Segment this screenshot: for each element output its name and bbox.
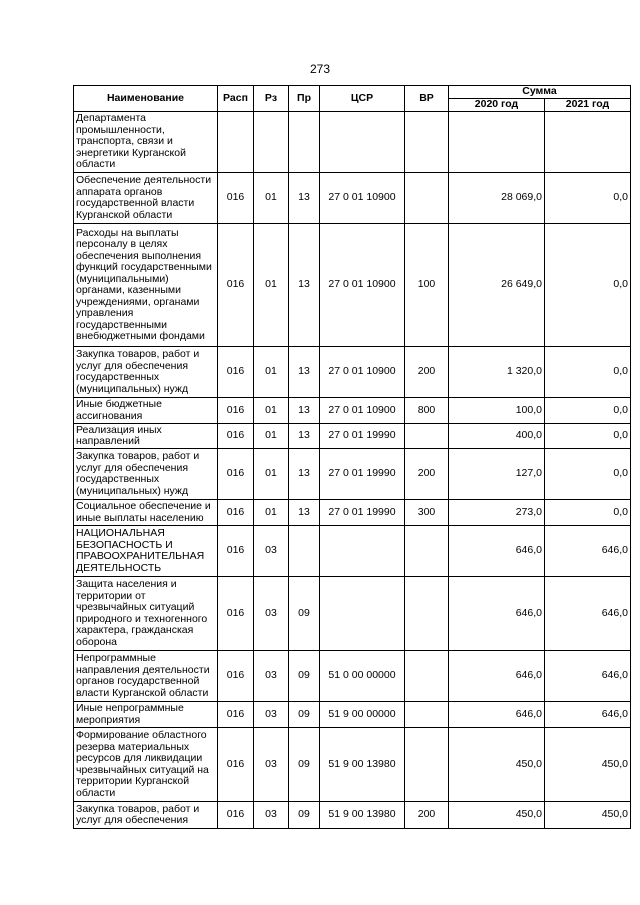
row-csr: 27 0 01 10900 — [320, 347, 405, 398]
row-csr: 51 0 00 00000 — [320, 651, 405, 702]
table-row — [74, 500, 631, 526]
row-rz: 03 — [254, 702, 289, 728]
row-rz: 03 — [254, 651, 289, 702]
table-row — [74, 347, 631, 398]
row-csr: 27 0 01 19990 — [320, 449, 405, 500]
row-pr — [289, 526, 320, 577]
row-sum-2021: 646,0 — [545, 702, 631, 728]
header-year-2020: 2020 год — [449, 99, 545, 112]
table-row — [74, 702, 631, 728]
row-rasp: 016 — [218, 224, 254, 347]
header-rz: Рз — [254, 86, 289, 112]
row-csr — [320, 526, 405, 577]
row-sum-2021: 646,0 — [545, 526, 631, 577]
row-pr: 13 — [289, 347, 320, 398]
row-sum-2020: 646,0 — [449, 702, 545, 728]
row-vr: 300 — [405, 500, 449, 526]
row-name: Закупка товаров, работ и услуг для обеспечения государственных (муниципальных) нужд — [74, 347, 218, 398]
row-vr — [405, 651, 449, 702]
row-rasp: 016 — [218, 424, 254, 449]
header-pr: Пр — [289, 86, 320, 112]
row-name: Закупка товаров, работ и услуг для обеспечения государственных (муниципальных) нужд — [74, 449, 218, 500]
row-name: Закупка товаров, работ и услуг для обеспечения — [74, 802, 218, 829]
row-rasp — [218, 112, 254, 173]
table-row — [74, 728, 631, 802]
row-pr: 13 — [289, 173, 320, 224]
row-pr: 09 — [289, 577, 320, 651]
row-sum-2021: 450,0 — [545, 728, 631, 802]
row-sum-2021 — [545, 112, 631, 173]
row-rasp: 016 — [218, 728, 254, 802]
row-sum-2020: 273,0 — [449, 500, 545, 526]
row-pr: 09 — [289, 651, 320, 702]
row-csr: 27 0 01 19990 — [320, 500, 405, 526]
row-name: Расходы на выплаты персоналу в целях обеспечения выполнения функций государственными (муниципальными) органами, казенными учреждениями, органами управления государственными внебюджетными фондами — [74, 224, 218, 347]
row-name: Иные непрограммные мероприятия — [74, 702, 218, 728]
row-sum-2021: 0,0 — [545, 347, 631, 398]
row-rz: 01 — [254, 224, 289, 347]
row-pr: 09 — [289, 702, 320, 728]
row-vr — [405, 728, 449, 802]
row-sum-2021: 0,0 — [545, 449, 631, 500]
page-number: 273 — [309, 62, 331, 76]
row-pr: 09 — [289, 728, 320, 802]
header-year-2021: 2021 год — [545, 99, 631, 112]
row-vr — [405, 526, 449, 577]
header-name: Наименование — [74, 86, 218, 112]
row-csr: 51 9 00 00000 — [320, 702, 405, 728]
row-rz: 01 — [254, 398, 289, 424]
row-sum-2021: 0,0 — [545, 173, 631, 224]
row-csr: 51 9 00 13980 — [320, 802, 405, 829]
row-sum-2021: 0,0 — [545, 500, 631, 526]
row-rz: 01 — [254, 424, 289, 449]
row-csr — [320, 112, 405, 173]
row-vr: 200 — [405, 802, 449, 829]
row-name: Реализация иных направлений — [74, 424, 218, 449]
row-sum-2020: 1 320,0 — [449, 347, 545, 398]
row-pr: 09 — [289, 802, 320, 829]
table-row — [74, 424, 631, 449]
row-rasp: 016 — [218, 702, 254, 728]
row-rasp: 016 — [218, 651, 254, 702]
row-rz: 03 — [254, 802, 289, 829]
row-name: Непрограммные направления деятельности органов государственной власти Курганской области — [74, 651, 218, 702]
row-rasp: 016 — [218, 449, 254, 500]
row-vr — [405, 424, 449, 449]
row-name: Формирование областного резерва материальных ресурсов для ликвидации чрезвычайных ситуаций на территории Курганской области — [74, 728, 218, 802]
table-row — [74, 112, 631, 173]
row-sum-2020: 28 069,0 — [449, 173, 545, 224]
row-sum-2020 — [449, 112, 545, 173]
row-csr: 51 9 00 13980 — [320, 728, 405, 802]
row-name: НАЦИОНАЛЬНАЯ БЕЗОПАСНОСТЬ И ПРАВООХРАНИТЕЛЬНАЯ ДЕЯТЕЛЬНОСТЬ — [74, 526, 218, 577]
row-rasp: 016 — [218, 802, 254, 829]
row-pr: 13 — [289, 449, 320, 500]
row-vr: 200 — [405, 449, 449, 500]
row-sum-2020: 26 649,0 — [449, 224, 545, 347]
row-sum-2020: 100,0 — [449, 398, 545, 424]
row-vr — [405, 173, 449, 224]
row-pr: 13 — [289, 224, 320, 347]
row-rz: 01 — [254, 500, 289, 526]
row-rz: 03 — [254, 728, 289, 802]
row-rasp: 016 — [218, 347, 254, 398]
row-sum-2021: 646,0 — [545, 577, 631, 651]
row-pr: 13 — [289, 500, 320, 526]
row-vr: 800 — [405, 398, 449, 424]
row-sum-2021: 646,0 — [545, 651, 631, 702]
row-sum-2020: 646,0 — [449, 577, 545, 651]
row-rasp: 016 — [218, 173, 254, 224]
row-pr: 13 — [289, 398, 320, 424]
table-row — [74, 651, 631, 702]
row-pr — [289, 112, 320, 173]
header-csr: ЦСР — [320, 86, 405, 112]
table-row — [74, 449, 631, 500]
row-sum-2020: 450,0 — [449, 802, 545, 829]
row-rz: 01 — [254, 347, 289, 398]
row-csr — [320, 577, 405, 651]
row-rz: 01 — [254, 449, 289, 500]
row-sum-2020: 127,0 — [449, 449, 545, 500]
row-vr: 200 — [405, 347, 449, 398]
row-name: Социальное обеспечение и иные выплаты населению — [74, 500, 218, 526]
row-csr: 27 0 01 10900 — [320, 398, 405, 424]
row-sum-2021: 0,0 — [545, 424, 631, 449]
row-rz: 03 — [254, 526, 289, 577]
row-rasp: 016 — [218, 577, 254, 651]
row-name: Иные бюджетные ассигнования — [74, 398, 218, 424]
row-sum-2020: 646,0 — [449, 526, 545, 577]
row-pr: 13 — [289, 424, 320, 449]
row-name: Обеспечение деятельности аппарата органов государственной власти Курганской области — [74, 173, 218, 224]
budget-table — [73, 85, 631, 829]
row-sum-2020: 400,0 — [449, 424, 545, 449]
row-csr: 27 0 01 10900 — [320, 224, 405, 347]
row-sum-2020: 646,0 — [449, 651, 545, 702]
row-rz: 03 — [254, 577, 289, 651]
header-sum: Сумма — [449, 86, 631, 99]
row-vr — [405, 702, 449, 728]
row-csr: 27 0 01 10900 — [320, 173, 405, 224]
row-sum-2021: 450,0 — [545, 802, 631, 829]
table-row — [74, 173, 631, 224]
row-rz — [254, 112, 289, 173]
row-rz: 01 — [254, 173, 289, 224]
table-row — [74, 802, 631, 829]
row-name: Департамента промышленности, транспорта, связи и энергетики Курганской области — [74, 112, 218, 173]
table-row — [74, 526, 631, 577]
row-rasp: 016 — [218, 398, 254, 424]
row-vr: 100 — [405, 224, 449, 347]
row-sum-2021: 0,0 — [545, 224, 631, 347]
row-vr — [405, 577, 449, 651]
header-rasp: Расп — [218, 86, 254, 112]
header-vr: ВР — [405, 86, 449, 112]
row-name: Защита населения и территории от чрезвычайных ситуаций природного и техногенного характера, гражданская оборона — [74, 577, 218, 651]
row-sum-2020: 450,0 — [449, 728, 545, 802]
row-rasp: 016 — [218, 526, 254, 577]
table-row — [74, 224, 631, 347]
row-csr: 27 0 01 19990 — [320, 424, 405, 449]
row-sum-2021: 0,0 — [545, 398, 631, 424]
table-row — [74, 398, 631, 424]
row-rasp: 016 — [218, 500, 254, 526]
table-row — [74, 577, 631, 651]
row-vr — [405, 112, 449, 173]
